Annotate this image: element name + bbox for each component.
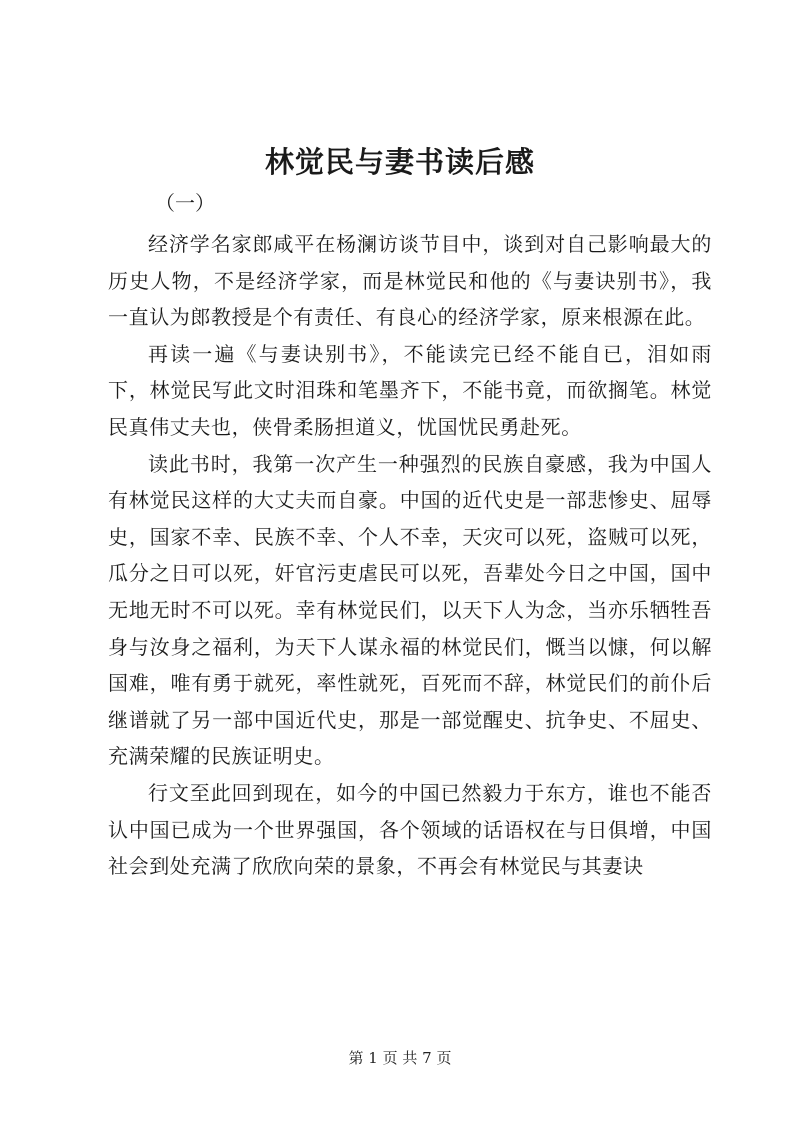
section-marker: （一） (155, 191, 215, 215)
page-title: 林觉民与妻书读后感 (264, 145, 535, 179)
page-number: 第 1 页 共 7 页 (348, 1049, 452, 1067)
paragraph: 经济学名家郎咸平在杨澜访谈节目中，谈到对自己影响最大的历史人物，不是经济学家，而是林觉民和他的《与妻诀别书》，我一直认为郎教授是个有责任、有良心的经济学家，原来根源在此。 (108, 232, 712, 330)
page-footer (0, 1047, 800, 1069)
paragraph: 行文至此回到现在，如今的中国已然毅力于东方，谁也不能否认中国已成为一个世界强国，各个领域的话语权在与日俱增，中国社会到处充满了欣欣向荣的景象，不再会有林觉民与其妻诀 (108, 780, 712, 879)
body-text (108, 226, 712, 885)
paragraph: 读此书时，我第一次产生一种强烈的民族自豪感，我为中国人有林觉民这样的大丈夫而自豪。中国的近代史是一部悲惨史、屈辱史，国家不幸、民族不幸、个人不幸，天灾可以死，盗贼可以死，瓜分之日可以死，奸官污吏虐民可以死，吾辈处今日之中国，国中无地无时不可以死。幸有林觉民们，以天下人为念，当亦乐牺牲吾身与汝身之福利，为天下人谋永福的林觉民们，慨当以慷，何以解国难，唯有勇于就死，率性就死，百死而不辞，林觉民们的前仆后继谱就了另一部中国近代史，那是一部觉醒史、抗争史、不屈史、充满荣耀的民族证明史。 (108, 451, 712, 769)
paragraph: 再读一遍《与妻诀别书》，不能读完已经不能自已，泪如雨下，林觉民写此文时泪珠和笔墨齐下，不能书竟，而欲搁笔。林觉民真伟丈夫也，侠骨柔肠担道义，忧国忧民勇赴死。 (108, 341, 712, 439)
